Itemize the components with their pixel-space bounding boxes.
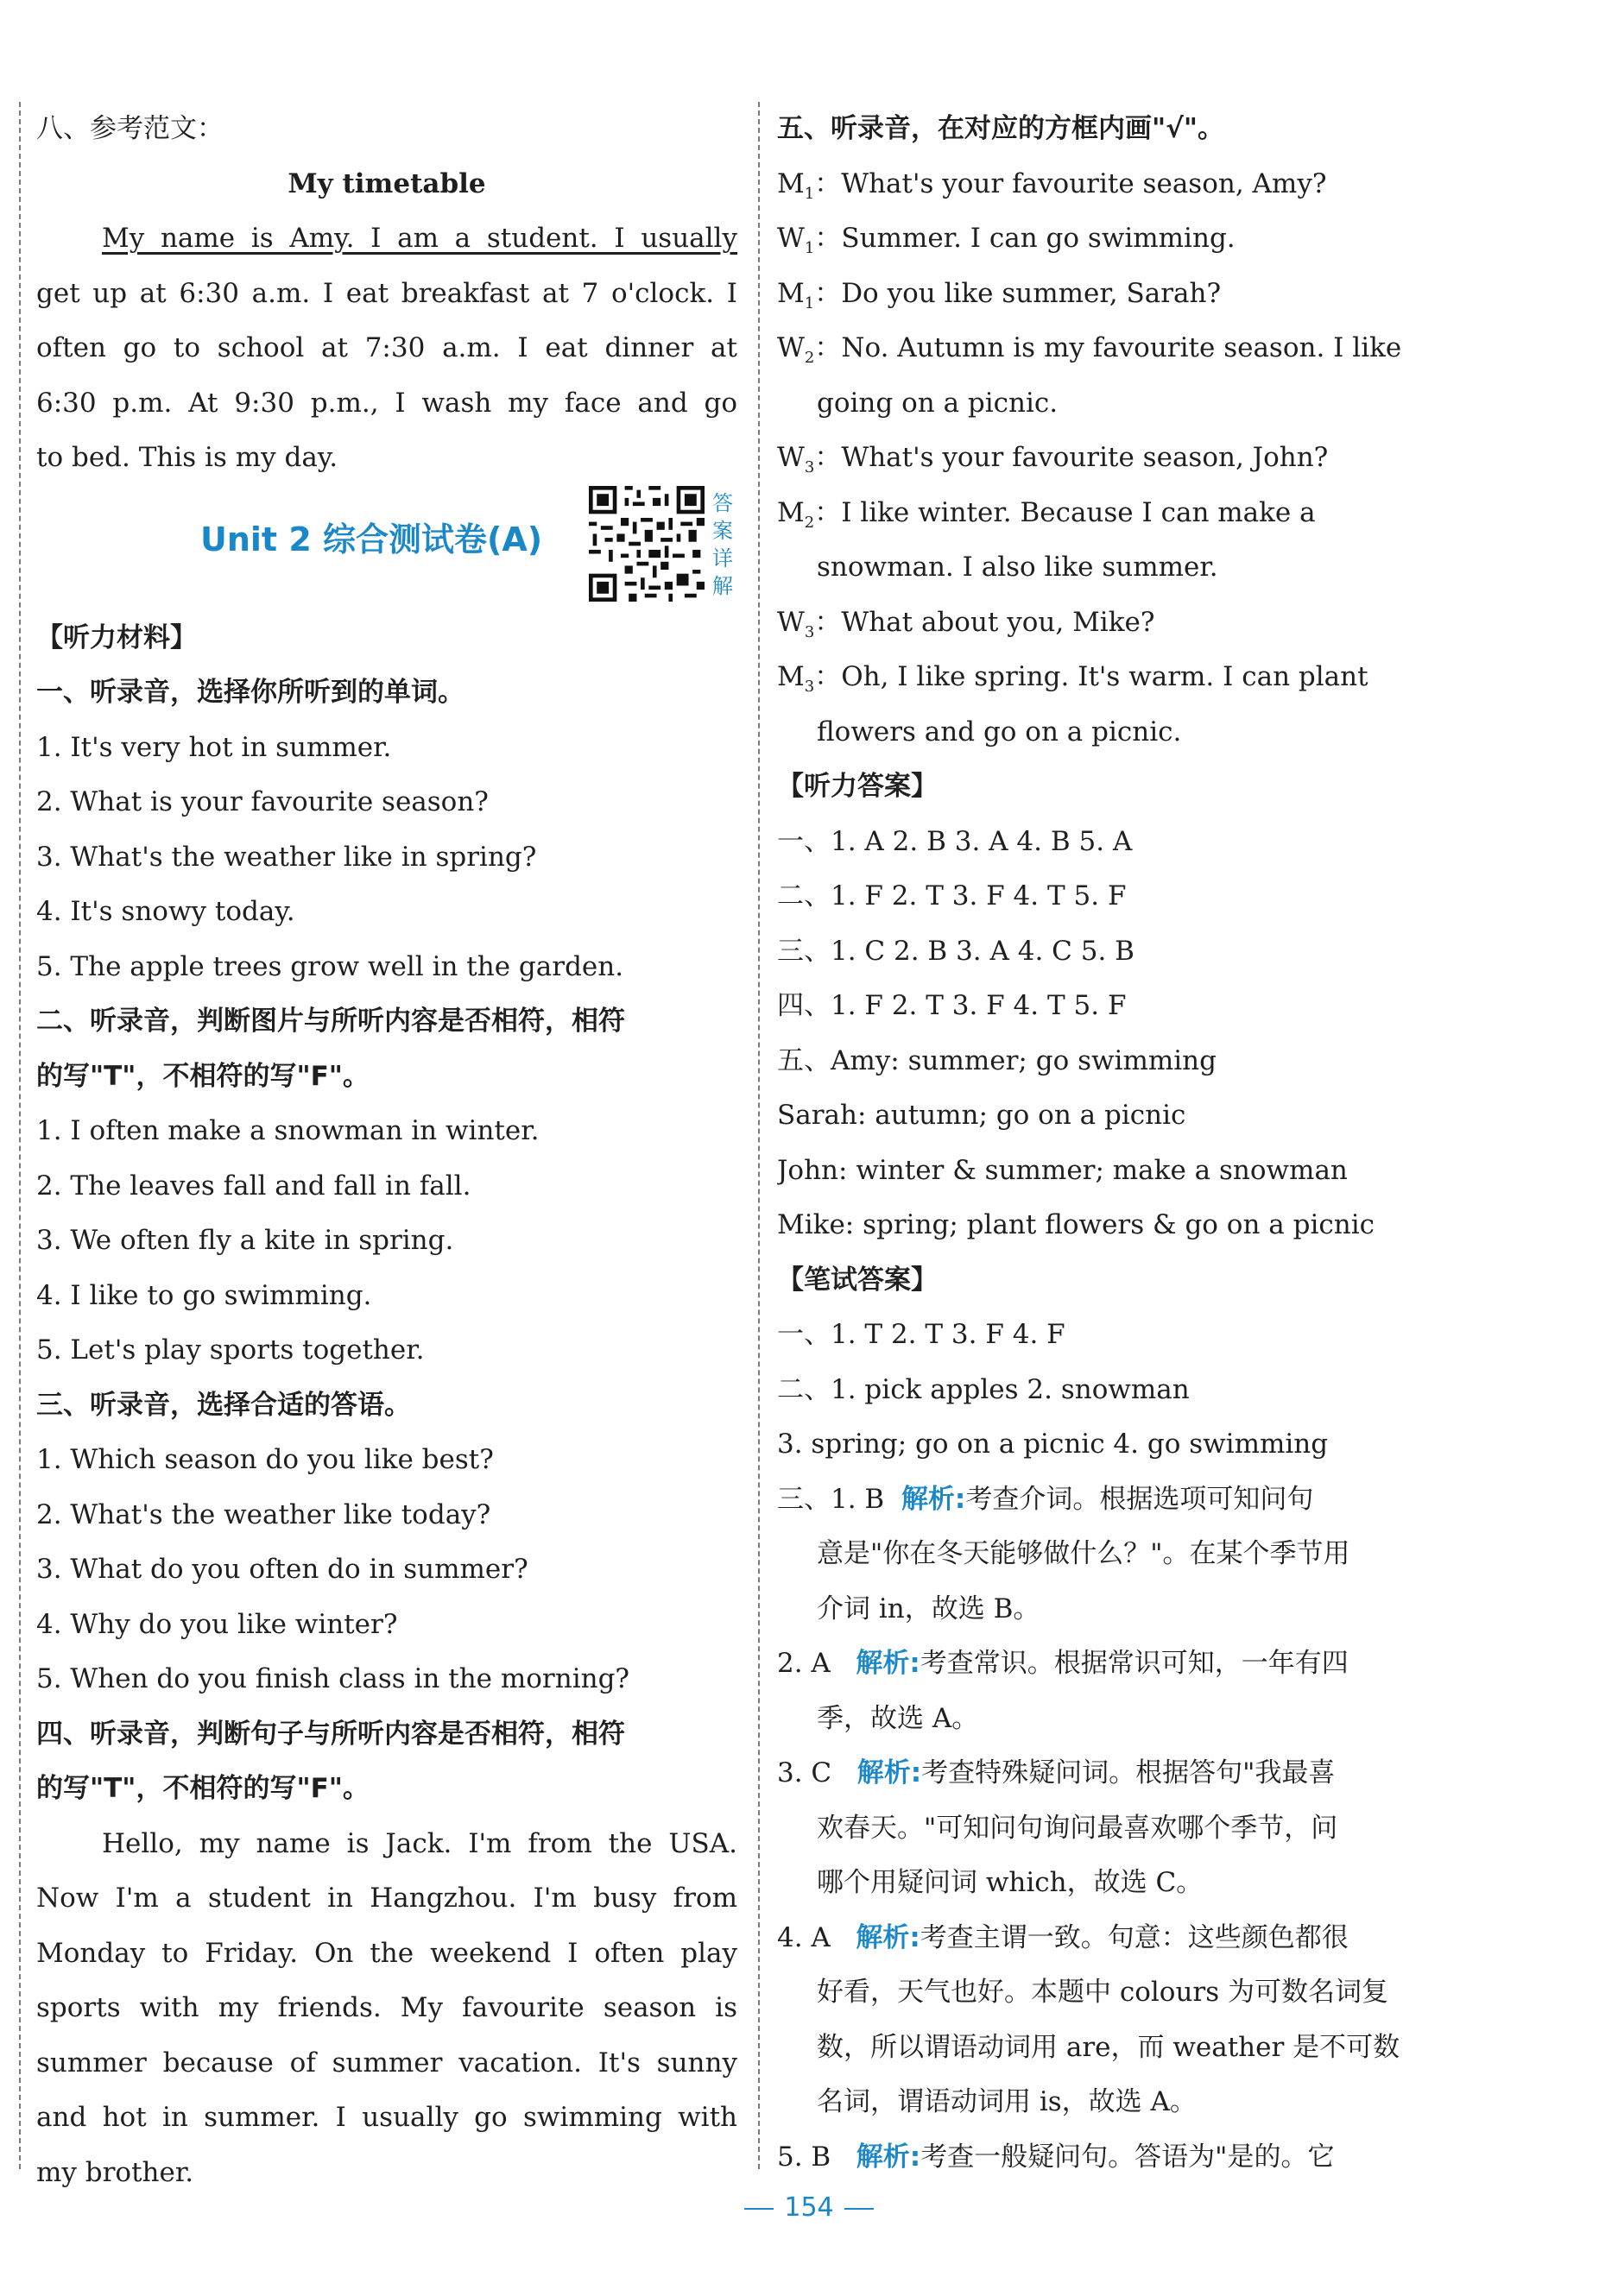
answer-number: 5. B <box>777 2141 831 2173</box>
written-answers-heading: 【笔试答案】 <box>777 1264 938 1296</box>
passage-line: sports with my friends. My favourite season is <box>36 1992 737 2023</box>
page-footer <box>0 2192 1618 2223</box>
part1-item: 4. It's snowy today. <box>36 896 295 927</box>
unit-title: Unit 2 综合测试卷(A) <box>200 520 543 558</box>
answer-line: 二、1. pick apples 2. snowman <box>777 1373 1190 1405</box>
analysis-label: 解析: <box>856 1757 922 1788</box>
part2-item: 1. I often make a snowman in winter. <box>36 1115 540 1146</box>
essay-title: My timetable <box>288 167 486 199</box>
part3-item: 3. What do you often do in summer? <box>36 1554 528 1585</box>
analysis-label: 解析: <box>901 1483 966 1515</box>
explanation-cont: 哪个用疑问词 which，故选 C。 <box>817 1867 1204 1898</box>
part5-heading: 五、听录音，在对应的方框内画"√"。 <box>777 113 1224 144</box>
speaker-number: 3 <box>804 622 815 641</box>
essay-line-3: often go to school at 7:30 a.m. I eat dinner at <box>36 332 737 363</box>
explanation-cont: 季，故选 A。 <box>817 1702 979 1734</box>
answer-line: Sarah: autumn; go on a picnic <box>777 1100 1186 1131</box>
middle-dashed-rule <box>758 102 760 2169</box>
part2-item: 5. Let's play sports together. <box>36 1334 425 1366</box>
part3-heading: 三、听录音，选择合适的答语。 <box>36 1389 411 1421</box>
answer-line: John: winter & summer; make a snowman <box>777 1154 1348 1186</box>
speaker-number: 1 <box>804 293 815 312</box>
essay-line-4: 6:30 p.m. At 9:30 p.m., I wash my face and go <box>36 387 737 419</box>
passage-line: Now I'm a student in Hangzhou. I'm busy from <box>36 1883 737 1914</box>
speaker: W <box>777 606 805 638</box>
dialogue-line <box>777 321 1483 376</box>
answer-number: 三、1. B <box>777 1483 885 1515</box>
part1-item: 1. It's very hot in summer. <box>36 731 392 763</box>
speaker-number: 2 <box>804 349 815 368</box>
explanation-text: 考查一般疑问句。答语为"是的。它 <box>920 2141 1335 2173</box>
right-column <box>777 102 1483 2173</box>
part3-item: 5. When do you finish class in the morning? <box>36 1663 630 1694</box>
analysis-label: 解析: <box>856 1921 920 1953</box>
dialogue-cont: going on a picnic. <box>817 387 1059 419</box>
page-number: 154 <box>784 2192 834 2223</box>
passage-line: and hot in summer. I usually go swimming with <box>36 2102 737 2133</box>
answer-line: Mike: spring; plant flowers & go on a picnic <box>777 1209 1375 1240</box>
part1-item: 2. What is your favourite season? <box>36 786 489 817</box>
explanation-cont: 名词，谓语动词用 is，故选 A。 <box>817 2086 1197 2117</box>
dialogue-line <box>777 267 1483 322</box>
explanation-line <box>777 1746 1483 1801</box>
speaker-number: 1 <box>804 239 815 258</box>
part1-item: 5. The apple trees grow well in the garden. <box>36 950 624 982</box>
left-dashed-rule <box>19 102 21 2169</box>
dialogue-line <box>777 650 1483 705</box>
footer-dash-left <box>744 2208 774 2210</box>
qr-label: 答案详解 <box>712 490 733 598</box>
answer-line: 四、1. F 2. T 3. F 4. T 5. F <box>777 990 1127 1021</box>
speaker: W <box>777 442 805 473</box>
analysis-label: 解析: <box>856 1648 920 1679</box>
dialogue-text: ：I like winter. Because I can make a <box>814 496 1316 528</box>
listening-material-heading: 【听力材料】 <box>36 621 197 653</box>
dialogue-text: ：What's your favourite season, John? <box>814 442 1329 473</box>
explanation-line <box>777 1911 1483 1966</box>
speaker-number: 1 <box>804 184 815 203</box>
passage-line: Hello, my name is Jack. I'm from the USA. <box>102 1827 737 1859</box>
passage-line: summer because of summer vacation. It's sunny <box>36 2047 737 2078</box>
dialogue-text: ：Oh, I like spring. It's warm. I can plant <box>814 661 1368 692</box>
part2-item: 4. I like to go swimming. <box>36 1279 372 1311</box>
dialogue-cont: flowers and go on a picnic. <box>817 716 1182 747</box>
answer-number: 4. A <box>777 1921 831 1953</box>
answer-line: 三、1. C 2. B 3. A 4. C 5. B <box>777 935 1134 967</box>
answer-number: 2. A <box>777 1648 831 1679</box>
answer-line: 二、1. F 2. T 3. F 4. T 5. F <box>777 880 1127 911</box>
dialogue-line <box>777 431 1483 486</box>
speaker-number: 2 <box>804 513 815 532</box>
explanation-text: 考查主谓一致。句意：这些颜色都很 <box>920 1921 1349 1953</box>
explanation-text: 考查特殊疑问词。根据答句"我最喜 <box>921 1757 1336 1788</box>
essay-line-5: to bed. This is my day. <box>36 442 338 473</box>
explanation-line <box>777 2130 1483 2186</box>
dialogue-line <box>777 596 1483 651</box>
speaker: W <box>777 332 805 363</box>
answer-line: 一、1. A 2. B 3. A 4. B 5. A <box>777 825 1133 857</box>
answer-number: 3. C <box>777 1757 832 1788</box>
listening-answers-heading: 【听力答案】 <box>777 771 938 802</box>
part4-heading-cont: 的写"T"，不相符的写"F"。 <box>36 1773 370 1804</box>
part1-item: 3. What's the weather like in spring? <box>36 841 537 873</box>
speaker: W <box>777 223 805 254</box>
answer-line: 五、Amy: summer; go swimming <box>777 1044 1217 1076</box>
analysis-label: 解析: <box>856 2141 921 2173</box>
dialogue-text: ：Summer. I can go swimming. <box>814 223 1236 254</box>
passage-line: Monday to Friday. On the weekend I often play <box>36 1937 737 1969</box>
explanation-line <box>777 1637 1483 1692</box>
speaker: M <box>777 496 805 528</box>
explanation-cont: 数，所以谓语动词用 are，而 weather 是不可数 <box>817 2031 1400 2063</box>
dialogue-text: ：What's your favourite season, Amy? <box>814 167 1327 199</box>
speaker-number: 3 <box>804 458 815 477</box>
speaker-number: 3 <box>804 678 815 697</box>
part2-item: 3. We often fly a kite in spring. <box>36 1225 454 1256</box>
dialogue-cont: snowman. I also like summer. <box>817 552 1218 583</box>
part3-item: 1. Which season do you like best? <box>36 1444 494 1475</box>
dialogue-line <box>777 486 1483 541</box>
dialogue-text: ：Do you like summer, Sarah? <box>814 277 1222 309</box>
essay-line-1 <box>36 211 737 267</box>
essay-line-2: get up at 6:30 a.m. I eat breakfast at 7 o'clock. I <box>36 277 737 309</box>
explanation-cont: 意是"你在冬天能够做什么？"。在某个季节用 <box>817 1538 1350 1569</box>
left-column <box>36 102 737 2188</box>
essay-line-1-text: My name is Amy. I am a student. I usually <box>102 223 737 254</box>
part2-heading-cont: 的写"T"，不相符的写"F"。 <box>36 1060 370 1092</box>
dialogue-line <box>777 211 1483 267</box>
part1-heading: 一、听录音，选择你所听到的单词。 <box>36 677 465 708</box>
part2-heading: 二、听录音，判断图片与所听内容是否相符，相符 <box>36 1006 625 1037</box>
footer-dash-right <box>844 2208 874 2210</box>
passage-line: my brother. <box>36 2156 194 2188</box>
explanation-text: 考查常识。根据常识可知，一年有四 <box>920 1648 1349 1679</box>
part3-item: 2. What's the weather like today? <box>36 1498 491 1530</box>
speaker: M <box>777 167 805 199</box>
explanation-text: 考查介词。根据选项可知问句 <box>965 1483 1314 1515</box>
speaker: M <box>777 277 805 309</box>
part3-item: 4. Why do you like winter? <box>36 1608 398 1640</box>
qr-code-icon[interactable] <box>589 486 705 602</box>
explanation-cont: 介词 in，故选 B。 <box>817 1593 1040 1624</box>
dialogue-text: ：What about you, Mike? <box>814 606 1155 638</box>
part2-item: 2. The leaves fall and fall in fall. <box>36 1170 471 1202</box>
unit-title-row <box>36 486 737 611</box>
section8-heading: 八、参考范文： <box>36 113 224 144</box>
part4-heading: 四、听录音，判断句子与所听内容是否相符，相符 <box>36 1718 625 1750</box>
answer-line: 3. spring; go on a picnic 4. go swimming <box>777 1429 1329 1460</box>
explanation-line <box>777 1473 1483 1528</box>
explanation-cont: 欢春天。"可知问句询问最喜欢哪个季节，问 <box>817 1812 1338 1844</box>
answer-line: 一、1. T 2. T 3. F 4. F <box>777 1319 1065 1350</box>
dialogue-text: ：No. Autumn is my favourite season. I like <box>814 332 1402 363</box>
explanation-cont: 好看，天气也好。本题中 colours 为可数名词复 <box>817 1977 1389 2008</box>
dialogue-line <box>777 157 1483 212</box>
speaker: M <box>777 661 805 692</box>
